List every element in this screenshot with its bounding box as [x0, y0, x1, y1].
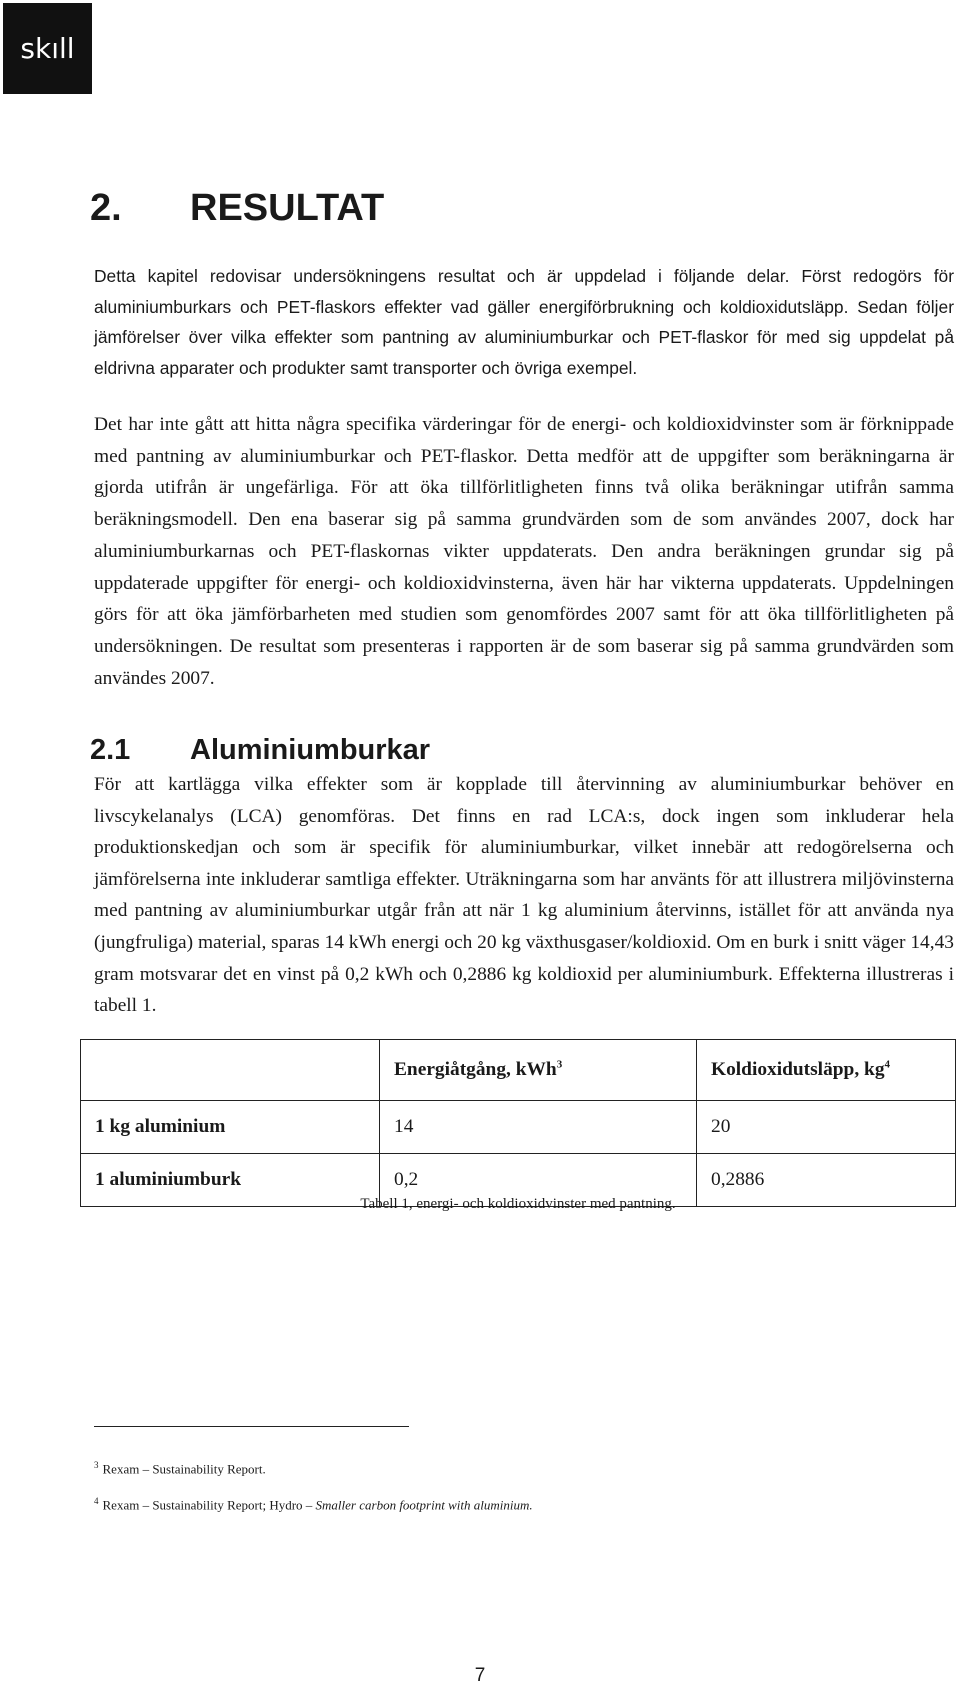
- footnote-number: 3: [94, 1460, 99, 1470]
- footnote-number: 4: [94, 1496, 99, 1506]
- skill-logo: [3, 3, 92, 94]
- energy-cell: 0,2: [380, 1154, 697, 1207]
- subsection-number: 2.1: [90, 734, 131, 766]
- logo-text: skıll: [20, 32, 75, 65]
- footnote: [94, 1492, 533, 1514]
- footnote: [94, 1456, 266, 1478]
- intro-paragraph: Detta kapitel redovisar undersökningens resultat och är uppdelad i följande delar. Först redogörs för aluminiumburkars och PET-flaskors effekter vad gäller energiförbrukning och koldioxidutsläpp. Sedan följer jämförelser över vilka effekter som pantning av aluminiumburkar och PET-flaskor för med sig uppdelat på eldrivna apparater och produkter samt transporter och övriga exempel.: [94, 266, 954, 378]
- section-title: RESULTAT: [190, 187, 385, 229]
- page-number: 7: [474, 1665, 486, 1686]
- section-number: 2.: [90, 187, 122, 229]
- results-table: [80, 1039, 956, 1207]
- footnote-ref-3: 3: [556, 1058, 563, 1071]
- energy-cell: 14: [380, 1101, 697, 1154]
- table-header-row: [81, 1040, 956, 1101]
- subsection-heading: [90, 730, 430, 770]
- table-row: [81, 1101, 956, 1154]
- table-header-blank: [81, 1040, 380, 1101]
- footnote-text: Rexam – Sustainability Report; Hydro –: [102, 1497, 316, 1513]
- table-header-energy: [380, 1040, 697, 1101]
- table-header-co2: [697, 1040, 956, 1101]
- method-paragraph: Det har inte gått att hitta några specifika värderingar för de energi- och koldioxidvinster som är förknippade med pantning av aluminiumburkar och PET-flaskor. Detta medför att de uppgifter som beräkningarna är gjorda utifrån är ungefärliga. För att öka tillförlitligheten finns två olika beräkningar utifrån samma beräkningsmodell. Den ena baserar sig på samma grundvärden som de som användes 2007, dock har aluminiumburkarnas och PET-flaskornas vikter uppdaterats. Den andra beräkningen grundar sig på uppdaterade uppgifter för energi- och koldioxidvinsterna, även här har vikterna uppdaterats. Uppdelningen görs för att öka jämförbarheten med studien som genomfördes 2007 samt för att öka tillförlitligheten på undersökningen. De resultat som presenteras i rapporten är de som baserar sig på samma grundvärden som användes 2007.: [94, 414, 954, 689]
- co2-cell: 0,2886: [697, 1154, 956, 1207]
- footnote-text: Rexam – Sustainability Report.: [102, 1461, 266, 1477]
- footnote-italic-title: Smaller carbon footprint with aluminium.: [315, 1497, 533, 1513]
- co2-cell: 20: [697, 1101, 956, 1154]
- energy-header-label: Energiåtgång, kWh: [394, 1059, 557, 1080]
- subsection-title: Aluminiumburkar: [190, 734, 431, 766]
- footnote-divider: [94, 1426, 409, 1427]
- footnote-ref-4: 4: [884, 1058, 891, 1071]
- co2-header-label: Koldioxidutsläpp, kg: [711, 1059, 885, 1080]
- section-heading: [90, 184, 384, 232]
- row-label: 1 aluminiumburk: [81, 1154, 380, 1207]
- aluminium-paragraph: För att kartlägga vilka effekter som är kopplade till återvinning av aluminiumburkar behöver en livscykelanalys (LCA) genomföras. Det finns en rad LCA:s, dock ingen som inkluderar hela produktionskedjan och som är specifik för aluminiumburkar, vilket innebär att redogörelserna och jämförelserna inte inkluderar samtliga effekter. Uträkningarna som har använts för att illustrera miljövinsterna med pantning av aluminiumburkar utgår från att när 1 kg aluminium återvinns, istället för att använda nya (jungfruliga) material, sparas 14 kWh energi och 20 kg växthusgaser/koldioxid. Om en burk i snitt väger 14,43 gram motsvarar det en vinst på 0,2 kWh och 0,2886 kg koldioxid per aluminiumburk. Effekterna illustreras i tabell 1.: [94, 774, 954, 1017]
- row-label: 1 kg aluminium: [81, 1101, 380, 1154]
- table-caption: Tabell 1, energi- och koldioxidvinster med pantning.: [360, 1196, 676, 1212]
